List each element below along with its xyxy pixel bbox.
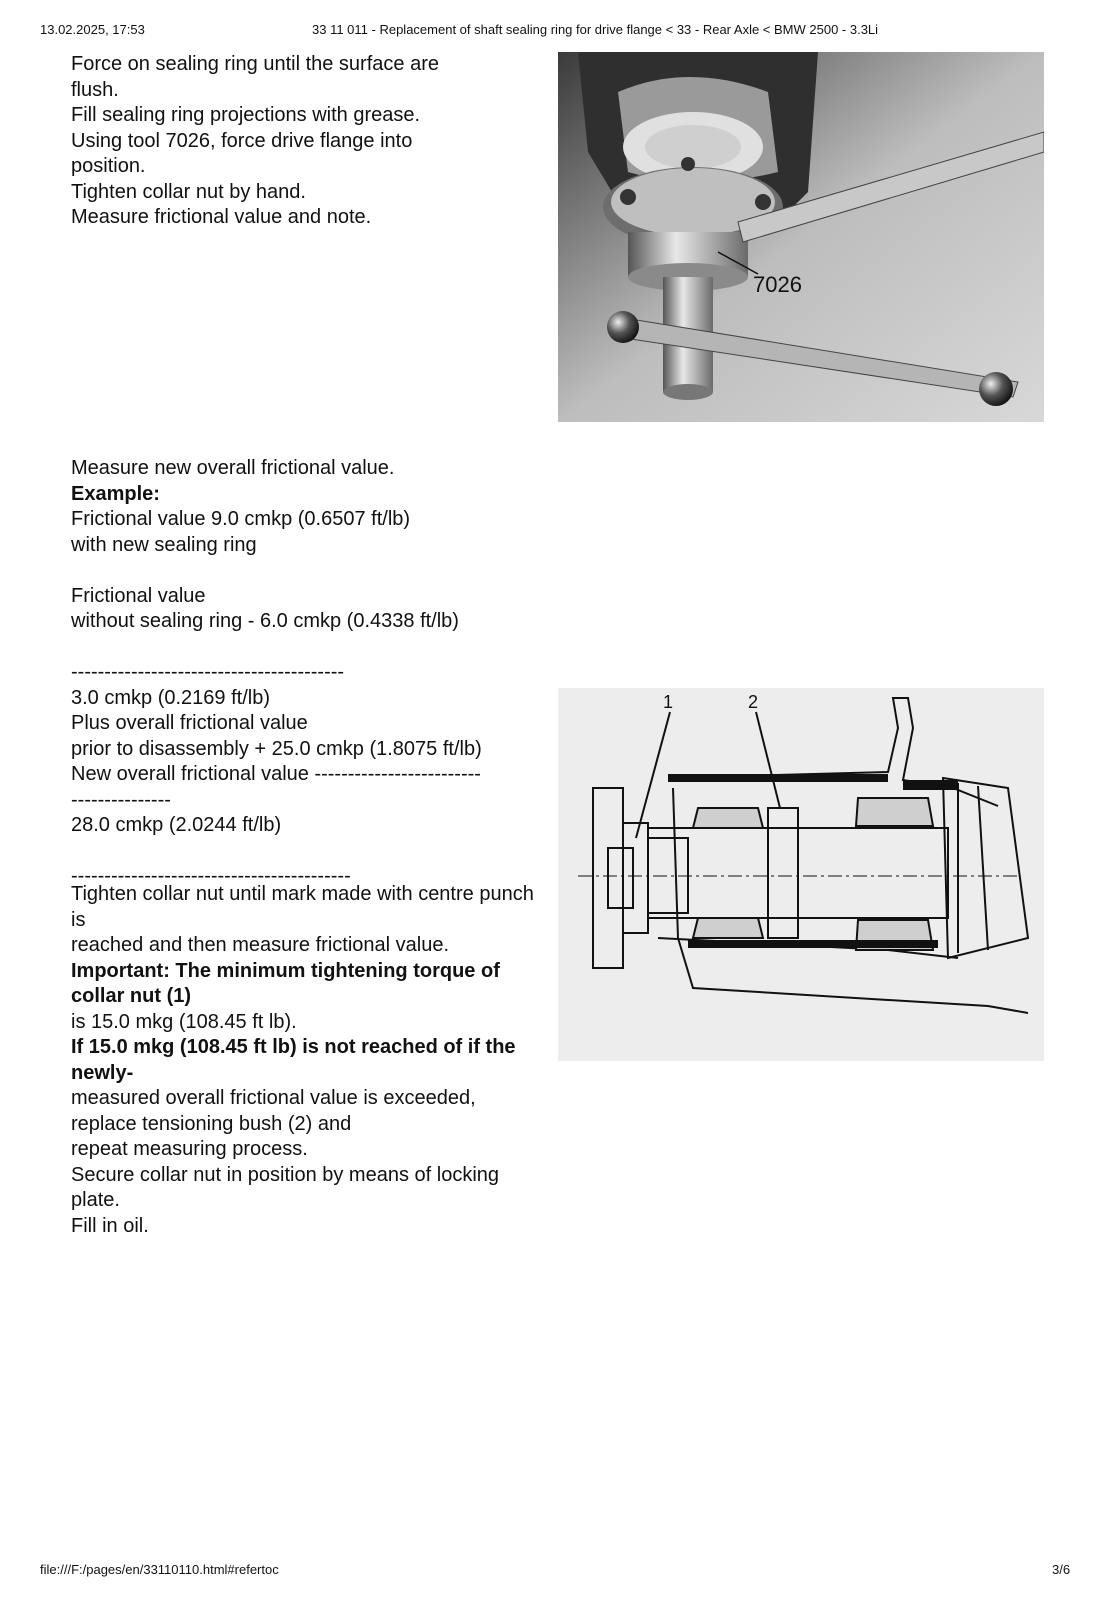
tighten-line-cont: reached and then measure frictional value. xyxy=(71,934,450,956)
callout-tensioning-bush: 2 xyxy=(748,692,759,712)
callout-collar-nut: 1 xyxy=(663,692,674,712)
tighten-line: Tighten collar nut until mark made with centre punch is xyxy=(71,883,534,931)
dash-continuation: --------------- xyxy=(71,788,171,811)
measure-new-line: Measure new overall frictional value. xyxy=(71,457,395,479)
warning-note: If 15.0 mkg (108.45 ft lb) is not reached of if the newly- xyxy=(71,1036,516,1084)
example-heading: Example: xyxy=(71,482,160,505)
important-note-cont: is 15.0 mkg (108.45 ft lb). xyxy=(71,1010,297,1033)
print-datetime: 13.02.2025, 17:53 xyxy=(40,22,145,37)
frictional-value-with-ring-cont: with new sealing ring xyxy=(71,533,257,556)
instruction-line: Using tool 7026, force drive flange into xyxy=(71,129,413,152)
page-title: 33 11 011 - Replacement of shaft sealing ring for drive flange < 33 - Rear Axle < BMW 2500 - 3.3Li xyxy=(312,22,879,37)
plus-overall-line: Plus overall frictional value xyxy=(71,712,308,734)
secure-line: Secure collar nut in position by means of locking plate. xyxy=(71,1163,500,1211)
instruction-line: Tighten collar nut by hand. xyxy=(71,180,306,203)
instruction-line: flush. xyxy=(71,78,119,101)
instructions-block-3 xyxy=(71,882,541,1239)
important-note: Important: The minimum tightening torque of collar nut (1) xyxy=(71,959,500,1007)
prior-disassembly-line: prior to disassembly + 25.0 cmkp (1.8075 ft/lb) xyxy=(71,737,482,760)
instructions-block-1 xyxy=(71,52,551,231)
tool-label-7026: 7026 xyxy=(753,272,802,297)
instructions-block-2 xyxy=(71,456,551,890)
result-value: 28.0 cmkp (2.0244 ft/lb) xyxy=(71,814,282,836)
difference-value: 3.0 cmkp (0.2169 ft/lb) xyxy=(71,686,270,709)
instruction-line: Fill sealing ring projections with grease. xyxy=(71,104,421,126)
instruction-line: Measure frictional value and note. xyxy=(71,206,372,228)
dash-separator: ------------------------------------------ xyxy=(71,865,351,887)
instruction-line: Force on sealing ring until the surface are xyxy=(71,53,439,75)
drive-flange-cross-section xyxy=(558,688,1044,1061)
fill-oil-line: Fill in oil. xyxy=(71,1214,149,1237)
frictional-value-with-ring: Frictional value 9.0 cmkp (0.6507 ft/lb) xyxy=(71,508,411,530)
page-number: 3/6 xyxy=(1052,1562,1071,1577)
frictional-value-without-ring-cont: without sealing ring - 6.0 cmkp (0.4338 ft/lb) xyxy=(71,610,459,632)
frictional-value-without-ring: Frictional value xyxy=(71,584,206,607)
footer-url: file:///F:/pages/en/33110110.html#refertoc xyxy=(40,1562,279,1577)
dash-separator: ----------------------------------------- xyxy=(71,661,345,683)
exceeded-line: measured overall frictional value is exceeded, replace tensioning bush (2) and xyxy=(71,1087,476,1135)
repeat-line: repeat measuring process. xyxy=(71,1138,308,1160)
tool-7026-photo xyxy=(558,52,1044,422)
new-overall-line: New overall frictional value ------------------------- xyxy=(71,763,481,785)
instruction-line: position. xyxy=(71,155,146,177)
